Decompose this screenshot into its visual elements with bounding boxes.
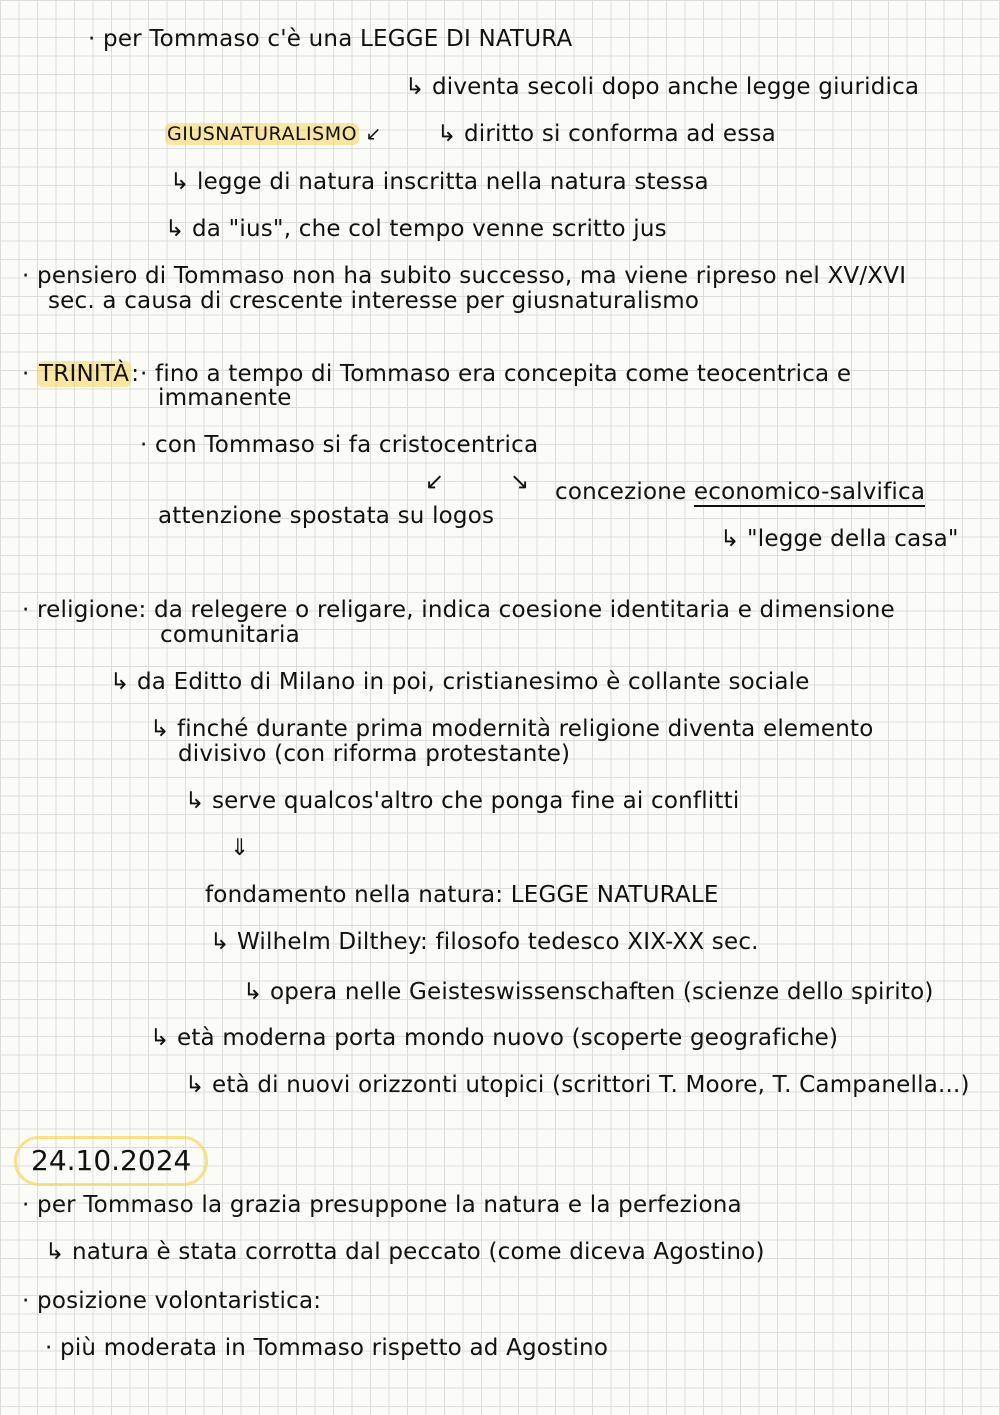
note-line: ↳ da Editto di Milano in poi, cristianesimo è collante sociale	[110, 669, 810, 695]
note-line: ↳ età moderna porta mondo nuovo (scoperte geografiche)	[150, 1025, 839, 1051]
arrow-right-icon: ↘	[510, 469, 530, 495]
note-line: immanente	[158, 385, 292, 411]
note-line: ↳ diventa secoli dopo anche legge giuridica	[405, 74, 920, 100]
note-line: ↳ natura è stata corrotta dal peccato (come diceva Agostino)	[45, 1239, 765, 1265]
note-line: concezione economico-salvifica	[555, 479, 926, 505]
note-line: ↳ serve qualcos'altro che ponga fine ai conflitti	[185, 788, 740, 814]
note-line: ↳ legge di natura inscritta nella natura stessa	[170, 169, 709, 195]
note-line: ↳ "legge della casa"	[720, 526, 959, 552]
note-line: ↳ età di nuovi orizzonti utopici (scrittori T. Moore, T. Campanella...)	[185, 1072, 970, 1098]
note-line: · pensiero di Tommaso non ha subito successo, ma viene ripreso nel XV/XVI	[22, 263, 907, 289]
highlighted-term: TRINITÀ	[39, 361, 130, 387]
note-line: · per Tommaso la grazia presuppone la natura e la perfeziona	[22, 1192, 742, 1218]
note-line: divisivo (con riforma protestante)	[178, 741, 571, 767]
note-line: attenzione spostata su logos	[158, 503, 495, 529]
arrow-left-icon: ↙	[365, 123, 383, 145]
note-line: · più moderata in Tommaso rispetto ad Agostino	[45, 1335, 609, 1361]
date-heading: 24.10.2024	[14, 1136, 208, 1186]
note-line: ↳ da "ius", che col tempo venne scritto jus	[165, 216, 667, 242]
double-arrow-down-icon: ⇓	[230, 835, 250, 861]
note-line: sec. a causa di crescente interesse per giusnaturalismo	[48, 288, 700, 314]
note-line: ↳ opera nelle Geisteswissenschaften (scienze dello spirito)	[243, 979, 934, 1005]
note-line: · per Tommaso c'è una LEGGE DI NATURA	[88, 26, 573, 52]
note-line	[165, 122, 382, 146]
note-line: ↳ finché durante prima modernità religione diventa elemento	[150, 716, 874, 742]
highlighted-term: GIUSNATURALISMO	[167, 123, 358, 145]
note-line: · fino a tempo di Tommaso era concepita come teocentrica e	[140, 361, 852, 387]
note-line: fondamento nella natura: LEGGE NATURALE	[205, 882, 719, 908]
note-line: comunitaria	[160, 622, 300, 648]
note-line: ↳ diritto si conforma ad essa	[437, 121, 776, 147]
note-line: ↳ Wilhelm Dilthey: filosofo tedesco XIX-XX sec.	[210, 929, 759, 955]
note-line: · posizione volontaristica:	[22, 1288, 322, 1314]
note-line: · con Tommaso si fa cristocentrica	[140, 432, 539, 458]
underlined-term: economico-salvifica	[693, 479, 926, 505]
arrow-down-icon: ↙	[425, 469, 445, 495]
note-line: · TRINITÀ:	[22, 361, 140, 387]
note-line: · religione: da relegere o religare, indica coesione identitaria e dimensione	[22, 597, 895, 623]
